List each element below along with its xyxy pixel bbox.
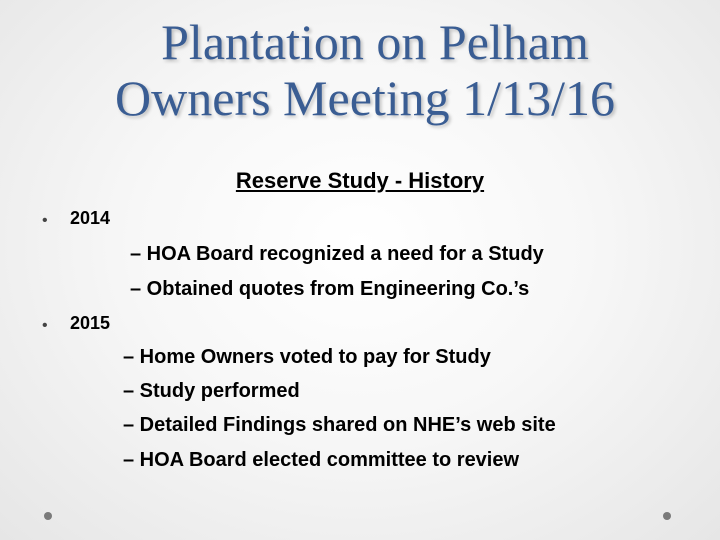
list-item: – Home Owners voted to pay for Study xyxy=(123,346,491,368)
title-line-2: Owners Meeting 1/13/16 xyxy=(115,70,615,126)
decorative-dot-right xyxy=(663,512,671,520)
year-2014: 2014 xyxy=(70,208,111,228)
decorative-dot-left xyxy=(44,512,52,520)
bullet-icon: • xyxy=(42,212,48,229)
title-line-1: Plantation on Pelham xyxy=(161,14,589,70)
year-2015: 2015 xyxy=(70,313,111,333)
list-item: – HOA Board elected committee to review xyxy=(123,449,520,471)
slide-title xyxy=(0,14,720,126)
list-item: – Study performed xyxy=(123,380,300,402)
list-item: – Obtained quotes from Engineering Co.’s xyxy=(130,278,530,300)
list-item: – HOA Board recognized a need for a Study xyxy=(130,243,544,265)
bullet-icon: • xyxy=(42,317,48,334)
section-heading: Reserve Study - History xyxy=(235,168,485,193)
list-item: – Detailed Findings shared on NHE’s web site xyxy=(123,414,556,436)
